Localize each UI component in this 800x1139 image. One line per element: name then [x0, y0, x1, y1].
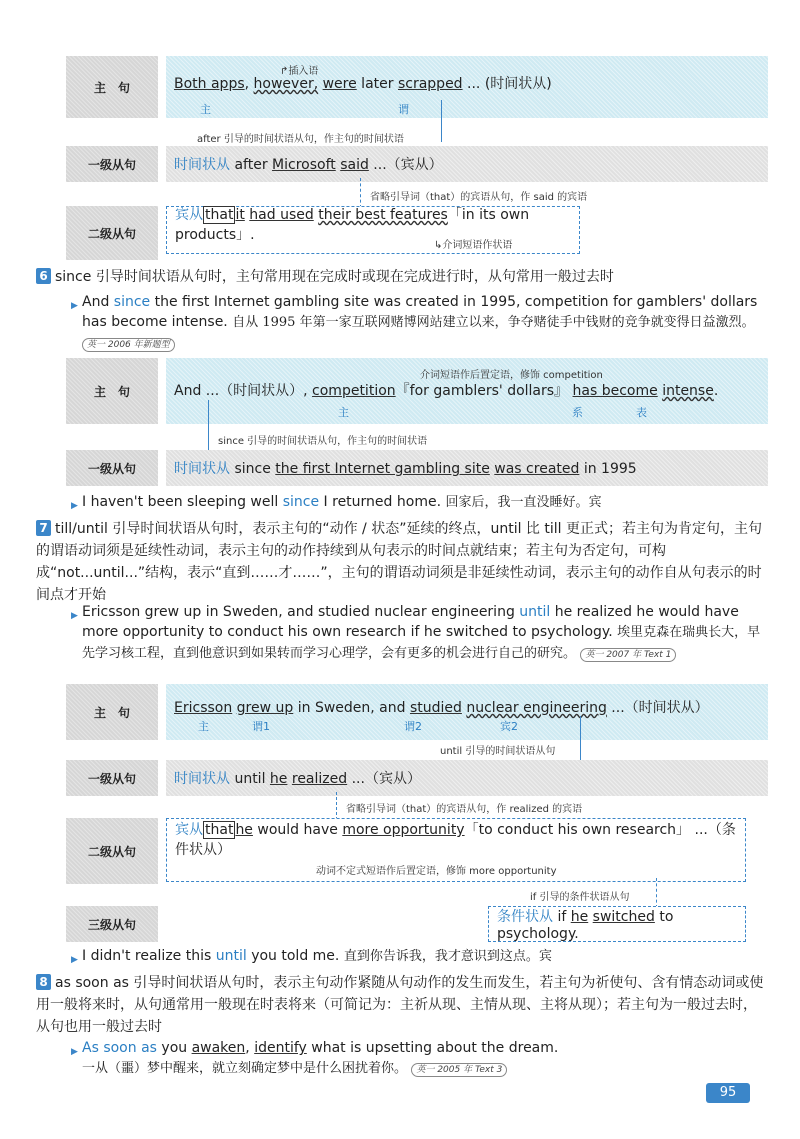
- connector-line: [580, 716, 581, 764]
- connector-line: [441, 100, 442, 142]
- page-number: 95: [706, 1083, 750, 1103]
- level1-box: [166, 146, 768, 182]
- subj-tag: 主: [338, 406, 349, 419]
- section-7-example-1: ▶ Ericsson grew up in Sweden, and studied nuclear engineering until he realized he would have more opportunity to conduct his own research if he switched to psychology. 埃里克森在瑞典长大，早先学习核工程，直到他意识到如果转而学习心理学，会有更多的机会进行自己的研究。 英一 2007 年 Text 1: [71, 604, 761, 661]
- section-7-heading: 7 till/until 引导时间状语从句时，表示主句的“动作 / 状态”延续的终点，until 比 till 更正式；若主句为肯定句，主句的谓语动词须是延续性动词，表示主句的动作持续到从句表示的时间点就结束；若主句为否定句，可构成“not...until...”结构，表示“直到……才……”，主句的谓语动词须是非延续性动词，表示主句的动作自从句表示的时间点才开始: [36, 521, 762, 603]
- pred2-tag: 谓2: [404, 720, 422, 733]
- main-clause-label: 主 句: [66, 684, 158, 740]
- main-clause-label: 主 句: [66, 358, 158, 424]
- subj-tag: 主: [198, 720, 209, 733]
- level2-text: 宾从 that it had used their best features「in its own products」.: [175, 207, 530, 243]
- level1-label: 一级从句: [66, 146, 158, 182]
- level1-box: [166, 760, 768, 796]
- section-6-example-2: ▶ I haven't been sleeping well since I returned home. 回家后，我一直没睡好。宾: [71, 494, 602, 511]
- after-note: after 引导的时间状语从句，作主句的时间状语: [197, 134, 404, 145]
- if-note: if 引导的条件状语从句: [530, 892, 630, 903]
- until-note: until 引导的时间状语从句: [440, 746, 556, 757]
- obj-note: 省略引导词（that）的宾语从句，作 said 的宾语: [370, 192, 588, 203]
- level2-box: [166, 206, 580, 254]
- main-clause-text: And ...（时间状从）, competition『for gamblers' dollars』 has become intense.: [174, 383, 719, 399]
- level1-label: 一级从句: [66, 760, 158, 796]
- source-tag: 英一 2005 年 Text 3: [411, 1063, 507, 1077]
- prep-note: ↳介词短语作状语: [434, 240, 513, 251]
- level1-text: 时间状从 until he realized ...（宾从）: [174, 771, 421, 787]
- since-note: since 引导的时间状语从句，作主句的时间状语: [218, 436, 428, 447]
- connector-line: [208, 400, 209, 452]
- postmod-note: 介词短语作后置定语，修饰 competition: [420, 370, 603, 381]
- insert-note: ↱插入语: [280, 66, 319, 77]
- level2-label: 二级从句: [66, 818, 158, 884]
- source-tag: 英一 2007 年 Text 1: [580, 648, 676, 662]
- source-tag: 英一 2006 年新题型: [82, 338, 175, 352]
- obj-note: 省略引导词（that）的宾语从句，作 realized 的宾语: [346, 804, 583, 815]
- level1-text: 时间状从 since the first Internet gambling site was created in 1995: [174, 461, 637, 477]
- section-8-example-1: ▶ As soon as you awaken, identify what is upsetting about the dream. 一从（噩）梦中醒来，就立刻确定梦中是什么困扰着你。 英一 2005 年 Text 3: [71, 1040, 559, 1076]
- section-6-example-1: ▶ And since the first Internet gambling site was created in 1995, competition for gamblers' dollars has become intense. 自从 1995 年第一家互联网赌博网站建立以来，争夺赌徒手中钱财的竞争就变得日益激烈。 英一 2006 年新题型: [71, 294, 758, 350]
- inf-note: 动词不定式短语作后置定语，修饰 more opportunity: [316, 866, 557, 877]
- pred-tag: 表: [636, 406, 647, 419]
- connector-line: [656, 878, 657, 908]
- main-clause-box: [166, 56, 768, 118]
- connector-line: [336, 792, 337, 820]
- link-tag: 系: [572, 406, 583, 419]
- level1-text: 时间状从 after Microsoft said ...（宾从）: [174, 157, 443, 173]
- level3-label: 三级从句: [66, 906, 158, 942]
- level1-label: 一级从句: [66, 450, 158, 486]
- section-6-heading: 6 since 引导时间状语从句时，主句常用现在完成时或现在完成进行时，从句常用一般过去时: [36, 266, 770, 288]
- level3-text: 条件状从 if he switched to psychology.: [497, 909, 674, 942]
- level3-box: [488, 906, 746, 942]
- pred1-tag: 谓1: [252, 720, 270, 733]
- main-clause-label: 主 句: [66, 56, 158, 118]
- section-8-heading: 8 as soon as 引导时间状语从句时，表示主句动作紧随从句动作的发生而发生，若主句为祈使句、含有情态动词或使用一般将来时，从句通常用一般现在时表将来（可简记为：主祈从现、主情从现、主将从现）；若主句为一般过去时，从句也用一般过去时: [36, 975, 764, 1035]
- pred-tag: 谓: [398, 103, 409, 116]
- section-7-example-2: ▶ I didn't realize this until you told me. 直到你告诉我，我才意识到这点。宾: [71, 948, 552, 965]
- level1-box: [166, 450, 768, 486]
- level2-text: 宾从 that he would have more opportunity「to conduct his own research」 ...（条件状从）: [175, 822, 736, 858]
- obj2-tag: 宾2: [500, 720, 518, 733]
- main-clause-text: Ericsson grew up in Sweden, and studied nuclear engineering ...（时间状从）: [174, 700, 709, 716]
- main-clause-text: Both apps, however, were later scrapped ... (时间状从): [174, 76, 552, 92]
- level2-label: 二级从句: [66, 206, 158, 260]
- subj-tag: 主: [200, 103, 211, 116]
